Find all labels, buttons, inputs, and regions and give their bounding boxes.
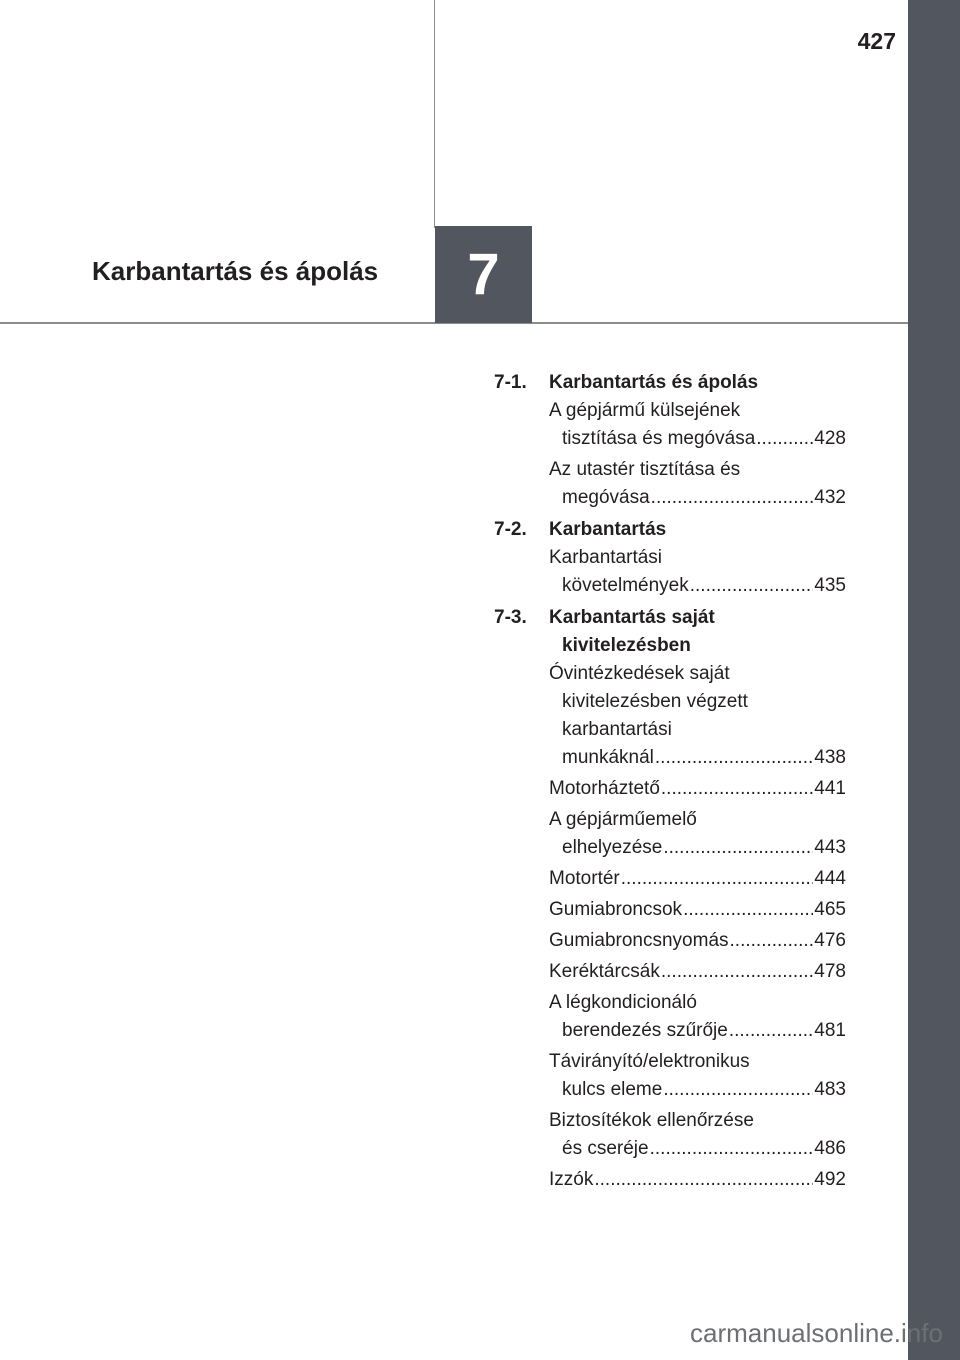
dot-leader <box>655 744 813 772</box>
dot-leader <box>690 572 814 600</box>
section-heading <box>494 516 846 544</box>
toc-entry-line: Gumiabroncsnyomás <box>549 930 729 951</box>
toc-entry[interactable] <box>549 544 846 600</box>
toc-entry-last-line <box>549 572 846 600</box>
toc-page-number: 428 <box>814 428 846 449</box>
toc-entry[interactable] <box>549 958 846 986</box>
toc-entry-last-line <box>549 1017 846 1045</box>
toc-entry-last-line <box>549 484 846 512</box>
chapter-tab-bar <box>908 0 960 1360</box>
chapter-number-box: 7 <box>435 226 532 323</box>
toc-page-number: 432 <box>814 487 846 508</box>
toc-entry[interactable] <box>549 1107 846 1163</box>
toc-entry-last-line <box>549 927 846 955</box>
toc-entry[interactable] <box>549 1048 846 1104</box>
toc-entry-line: kivitelezésben végzett <box>562 691 748 712</box>
toc-entry-last-line <box>549 865 846 893</box>
toc-entry[interactable] <box>549 865 846 893</box>
dot-leader <box>730 927 814 955</box>
dot-leader <box>756 425 813 453</box>
toc-page-number: 438 <box>814 747 846 768</box>
section-title-line: kivitelezésben <box>562 635 691 656</box>
section-title-line: Karbantartás saját <box>549 607 715 628</box>
toc-page-number: 443 <box>814 837 846 858</box>
toc-entry-last-line <box>549 425 846 453</box>
chapter-title: Karbantartás és ápolás <box>92 256 379 286</box>
toc-page-number: 481 <box>814 1020 846 1041</box>
dot-leader <box>651 484 814 512</box>
toc-page-number: 492 <box>814 1169 846 1190</box>
section-title <box>549 369 846 397</box>
toc-entry-line: tisztítása és megóvása <box>562 428 756 449</box>
dot-leader <box>621 865 814 893</box>
watermark: carmanualsonline.info <box>690 1318 943 1348</box>
toc-entry[interactable] <box>549 660 846 772</box>
section-number: 7-3. <box>494 607 527 628</box>
toc-entry[interactable] <box>549 775 846 803</box>
toc-entry-line: és cseréje <box>562 1138 649 1159</box>
dot-leader <box>729 1017 813 1045</box>
toc-entry-line: Karbantartási <box>549 547 663 568</box>
toc-entry-last-line <box>549 1135 846 1163</box>
toc-entry-line: Motortér <box>549 868 620 889</box>
toc-entry-last-line <box>549 958 846 986</box>
toc-page-number: 476 <box>814 930 846 951</box>
toc-entry-last-line <box>549 1166 846 1194</box>
toc-entry-line: Motorháztető <box>549 778 660 799</box>
toc-entry-line: Az utastér tisztítása és <box>549 459 741 480</box>
toc-entry[interactable] <box>549 896 846 924</box>
toc-entry-line: Izzók <box>549 1169 594 1190</box>
toc-entry-line: Távirányító/elektronikus <box>549 1051 750 1072</box>
toc-entry-line: berendezés szűrője <box>562 1020 728 1041</box>
toc-entry-last-line <box>549 896 846 924</box>
toc-entry-line: Keréktárcsák <box>549 961 660 982</box>
section-number: 7-2. <box>494 519 527 540</box>
toc-entry[interactable] <box>549 989 846 1045</box>
toc-entry-line: Gumiabroncsok <box>549 899 683 920</box>
toc-page-number: 441 <box>814 778 846 799</box>
section-title <box>549 516 846 544</box>
table-of-contents <box>494 369 846 1198</box>
toc-entry[interactable] <box>549 456 846 512</box>
toc-entry-line: A gépjármű külsejének <box>549 400 741 421</box>
dot-leader <box>663 834 813 862</box>
toc-page-number: 465 <box>814 899 846 920</box>
toc-entry-line: karbantartási <box>562 719 672 740</box>
dot-leader <box>594 1166 813 1194</box>
dot-leader <box>663 1076 813 1104</box>
toc-entry-line: Biztosítékok ellenőrzése <box>549 1110 754 1131</box>
toc-entry[interactable] <box>549 1166 846 1194</box>
toc-entry[interactable] <box>549 806 846 862</box>
toc-entry-line: munkáknál <box>562 747 654 768</box>
page-number: 427 <box>857 28 896 54</box>
dot-leader <box>683 896 813 924</box>
toc-page-number: 483 <box>814 1079 846 1100</box>
header-vertical-rule <box>434 0 435 228</box>
toc-entry-line: elhelyezése <box>562 837 663 858</box>
toc-section <box>494 369 846 512</box>
toc-entry-last-line <box>549 834 846 862</box>
toc-page-number: 486 <box>814 1138 846 1159</box>
toc-entry-last-line <box>549 744 846 772</box>
toc-page-number: 478 <box>814 961 846 982</box>
toc-page-number: 444 <box>814 868 846 889</box>
section-title-line: Karbantartás <box>549 519 667 540</box>
toc-entry-last-line <box>549 775 846 803</box>
toc-entry-line: A légkondicionáló <box>549 992 697 1013</box>
section-number: 7-1. <box>494 372 527 393</box>
toc-entry-line: A gépjárműemelő <box>549 809 697 830</box>
toc-entry-line: megóvása <box>562 487 650 508</box>
toc-section <box>494 604 846 1194</box>
dot-leader <box>661 775 813 803</box>
section-heading <box>494 369 846 397</box>
toc-entry-last-line <box>549 1076 846 1104</box>
section-heading <box>494 604 846 660</box>
toc-entry-line: Óvintézkedések saját <box>549 663 730 684</box>
section-title <box>549 604 846 660</box>
toc-entry[interactable] <box>549 927 846 955</box>
toc-entry-line: kulcs eleme <box>562 1079 663 1100</box>
toc-page-number: 435 <box>814 575 846 596</box>
toc-entry-line: követelmények <box>562 575 689 596</box>
dot-leader <box>661 958 813 986</box>
toc-entry[interactable] <box>549 397 846 453</box>
toc-section <box>494 516 846 600</box>
section-title-line: Karbantartás és ápolás <box>549 372 759 393</box>
dot-leader <box>650 1135 814 1163</box>
